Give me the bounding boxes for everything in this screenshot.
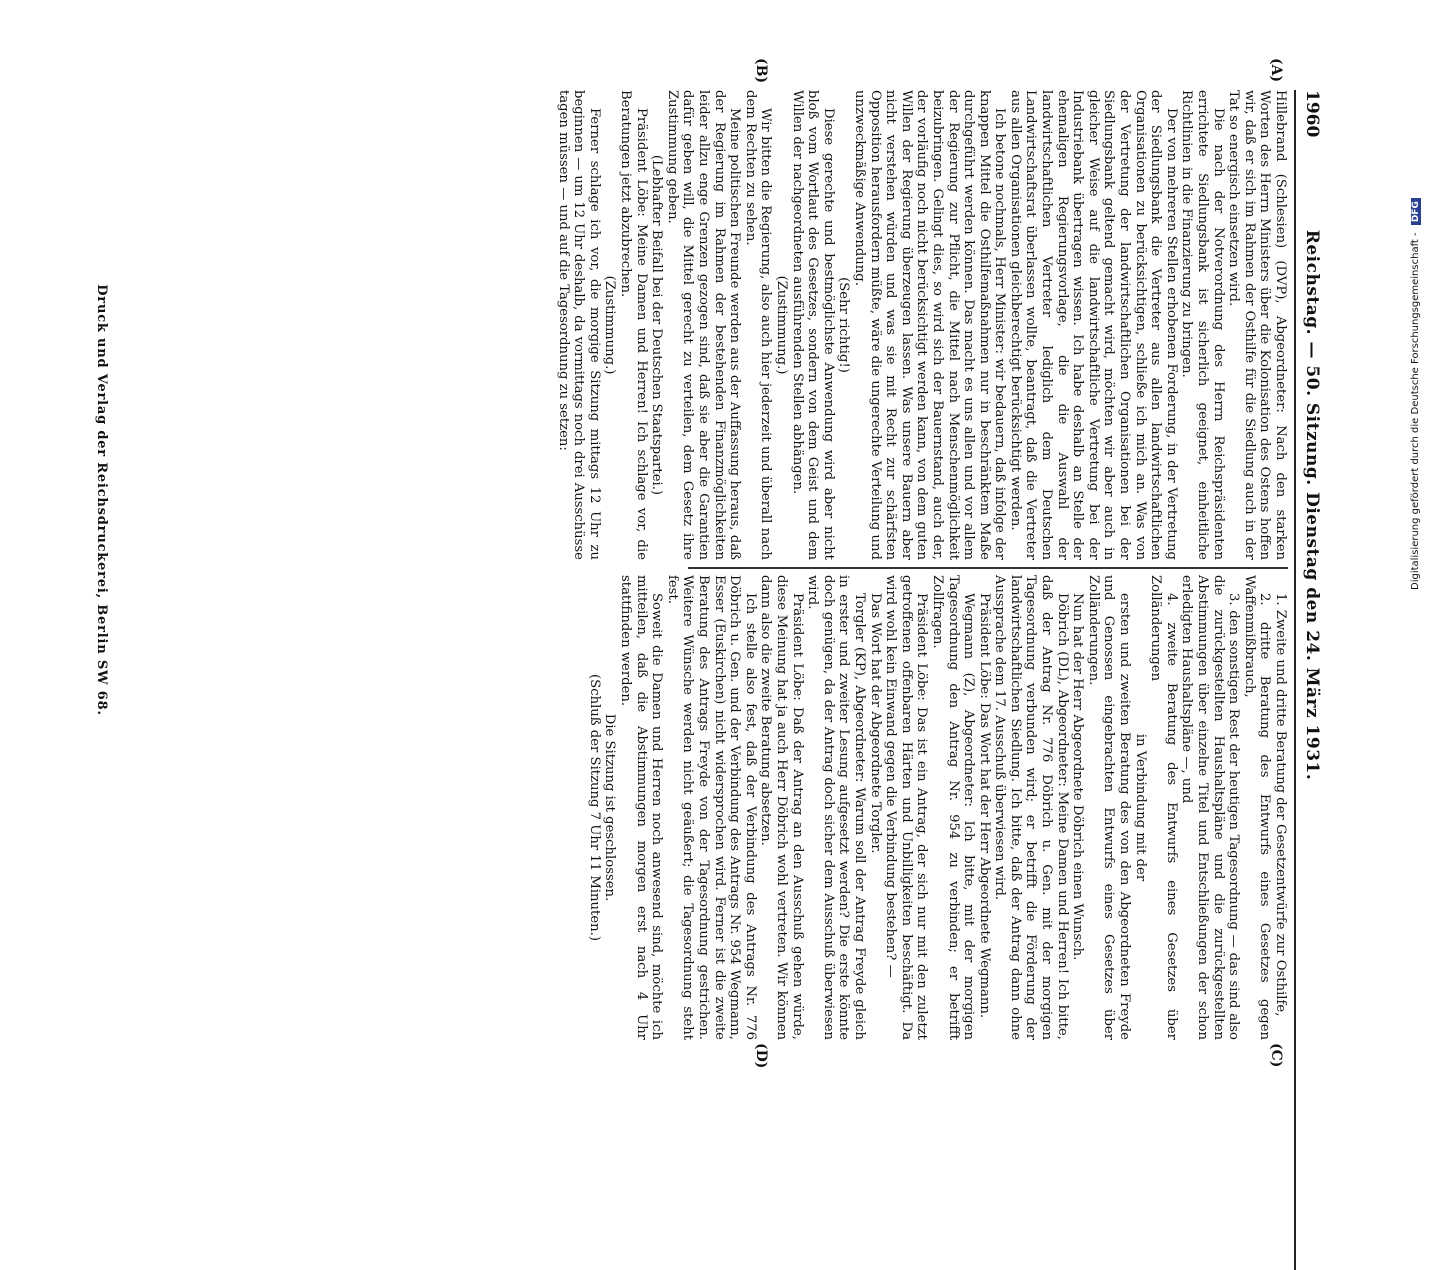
paragraph: Die nach der Notverordnung des Herrn Reichspräsidenten errichtete Siedlungsbank ist sicherlich geeignet, einheitliche Richtlinien in die Finanzierung zu bringen.: [1179, 90, 1226, 560]
interjection: (Zustimmung.): [774, 275, 789, 375]
digitization-text: Digitalisierung gefördert durch die Deutsche Forschungsgemeinschaft -: [1410, 232, 1421, 590]
digitization-note: [1410, 180, 1424, 590]
margin-mark-c: (C): [1268, 1043, 1284, 1068]
interjection: (Sehr richtig!): [836, 277, 852, 373]
header-rule: [1294, 90, 1296, 1270]
agenda-item: 3. den sonstigen Rest der heutigen Tagesordnung — das sind also die zurückgestellten Haushaltspläne und die zurückgestellten Abstimmungen über einzelne Titel und Entschließungen der schon erledigten Haushaltspläne —, und: [1179, 575, 1242, 1040]
imprint-footer: Druck und Verlag der Reichsdruckerei, Berlin SW 68.: [94, 284, 109, 716]
paragraph: Präsident Löbe: Meine Damen und Herren! Ich schlage vor, die Beratungen jetzt abzubrechen.: [618, 90, 649, 560]
paragraph: Torgler (KP), Abgeordneter: Warum soll der Antrag Freyde gleich in erster und zweiter Lesung aufgesetzt werden? Die erste könnte doch genügen, da der Antrag doch sicher dem Ausschuß überwiesen wird.: [805, 575, 867, 1040]
paragraph: Ich stelle also fest, daß der Verbindung des Antrags Nr. 776 Döbrich u. Gen. und der Verbindung des Antrags Nr. 954 Wegmann, Esser (Euskirchen) nicht widersprochen wird. Ferner ist die zweite Beratung des Antrags Freyde von der Tagesordnung gestrichen. Weitere Wünsche werden nicht geäußert; die Tagesordnung steht fest.: [664, 575, 758, 1040]
left-column: [555, 90, 1288, 560]
paragraph: Diese gerechte und bestmöglichste Anwendung wird aber nicht bloß vom Wortlaut des Gesetzes, sondern von dem Geist und dem Willen der nachgeordneten ausführenden Stellen abhängen.: [789, 90, 836, 560]
page-header: [1298, 90, 1322, 920]
agenda-item: ersten und zweiten Beratung des von den Abgeordneten Freyde und Genossen eingebrachten Entwurfs eines Gesetzes über Zolländerungen.: [1085, 575, 1133, 1040]
margin-mark-d: (D): [753, 1043, 769, 1069]
paragraph: Ich betone nochmals, Herr Minister: wir bedauern, daß infolge der knappen Mittel die Osthilfemaßnahmen nur in beschränktem Maße durchgeführt werden können. Das macht es uns allen und vor allem der Regierung zur Pflicht, die Mittel nach Menschenmöglichkeit beizubringen. Gelingt dies, so wird sich der Bauernstand, auch der, der vorläufig noch nicht berücksichtigt werden kann, von dem guten Willen der Regierung überzeugen lassen. Was unsere Bauern aber nicht verstehen würden und was sie mit Recht zur schärfsten Opposition herausfordern müßte, wäre die ungerechte Verteilung und unzweckmäßige Anwendung.: [851, 90, 1008, 560]
paragraph: Soweit die Damen und Herren noch anwesend sind, möchte ich mitteilen, daß die Abstimmungen morgen erst nach 4 Uhr stattfinden werden.: [618, 575, 665, 1040]
paragraph: Die Sitzung ist geschlossen.: [602, 713, 618, 902]
paragraph: Wegmann (Z), Abgeordneter: Ich bitte, mit der morgigen Tagesordnung den Antrag Nr. 954 zu verbinden; er betrifft Zollfragen.: [929, 575, 977, 1040]
right-column: [586, 575, 1288, 1040]
agenda-item: 2. dritte Beratung des Entwurfs eines Gesetzes gegen Waffenmißbrauch,: [1241, 575, 1273, 1040]
agenda-item: 1. Zweite und dritte Beratung der Gesetzentwürfe zur Osthilfe,: [1273, 593, 1288, 1017]
dfg-logo: DFG: [1411, 198, 1421, 225]
page-title: Reichstag. — 50. Sitzung. Dienstag den 24. März 1931.: [1302, 229, 1322, 781]
paragraph: Der von mehreren Stellen erhobenen Forderung, in der Vertretung der Siedlungsbank die Vertreter aus allen landwirtschaftlichen Organisationen zu berücksichtigen, schließe ich mich an. Was von der Vertretung der landwirtschaftlichen Organisationen bei der Siedlungsbank geltend gemacht wird, möchten wir aber auch in gleicher Weise auf die landwirtschaftliche Vertretung bei der Industriebank übertragen wissen. Ich habe deshalb an Stelle der ehemaligen Regierungsvorlage, die die Auswahl der landwirtschaftlichen Vertreter lediglich dem Deutschen Landwirtschaftsrat überlassen wollte, beantragt, daß die Vertreter aus allen Organisationen gleichberechtigt berücksichtigt werden.: [1007, 90, 1179, 560]
margin-mark-b: (B): [753, 58, 769, 84]
paragraph: Ferner schlage ich vor, die morgige Sitzung mittags 12 Uhr zu beginnen — um 12 Uhr deshalb, da vormittags noch drei Ausschüsse tagen müssen — und auf die Tagesordnung zu setzen:: [555, 90, 602, 560]
closing-note: (Schluß der Sitzung 7 Uhr 11 Minuten.): [586, 674, 602, 941]
paragraph: Hillebrand (Schlesien) (DVP), Abgeordneter: Nach den starken Worten des Herrn Ministers über die Kolonisation des Ostens hoffen wir, daß er sich im Rahmen der Osthilfe für die Siedlung auch in der Tat so energisch einsetzen wird.: [1226, 90, 1288, 560]
paragraph: Döbrich (DL), Abgeordneter: Meine Damen und Herren! Ich bitte, daß der Antrag Nr. 776 Döbrich u. Gen. mit der morgigen Tagesordnung verbunden wird; er betrifft die Förderung der landwirtschaftlichen Siedlung. Ich bitte, daß der Antrag dann ohne Aussprache dem 17. Ausschuß überwiesen wird.: [992, 575, 1070, 1040]
interjection: (Lebhafter Beifall bei der Deutschen Staatspartei.): [649, 154, 665, 496]
page-number: 1960: [1302, 90, 1322, 138]
paragraph: Präsident Löbe: Daß der Antrag an den Ausschuß gehen würde, diese Meinung hat ja auch Herr Döbrich wohl vertreten. Wir können dann also die zweite Beratung absetzen.: [758, 575, 805, 1040]
column-divider: [688, 567, 1288, 569]
interjection: (Zustimmung.): [602, 275, 618, 375]
paragraph: Präsident Löbe: Das Wort hat der Herr Abgeordnete Wegmann.: [976, 593, 992, 1019]
paragraph: Meine politischen Freunde werden aus der Auffassung heraus, daß der Regierung im Rahmen der bestehenden Finanzmöglichkeiten leider allzu enge Grenzen gezogen sind, daß sie aber die Garantien dafür geben will, die Mittel gerecht zu verteilen, dem Gesetz ihre Zustimmung geben.: [664, 90, 743, 560]
paragraph: Wir bitten die Regierung, also auch hier jederzeit und überall nach dem Rechten zu sehen.: [742, 90, 774, 560]
connector-text: in Verbindung mit der: [1132, 733, 1148, 882]
paragraph: Präsident Löbe: Das ist ein Antrag, der sich nur mit den zuletzt getroffenen offenbaren Härten und Unbilligkeiten beschäftigt. Da wird wohl kein Einwand gegen die Verbindung bestehen? —: [883, 575, 930, 1040]
paragraph: Nun hat der Herr Abgeordnete Döbrich einen Wunsch.: [1070, 593, 1086, 961]
paragraph: Das Wort hat der Abgeordnete Torgler.: [867, 593, 883, 854]
margin-mark-a: (A): [1268, 58, 1284, 83]
agenda-item: 4. zweite Beratung des Entwurfs eines Gesetzes über Zolländerungen: [1148, 575, 1179, 1040]
